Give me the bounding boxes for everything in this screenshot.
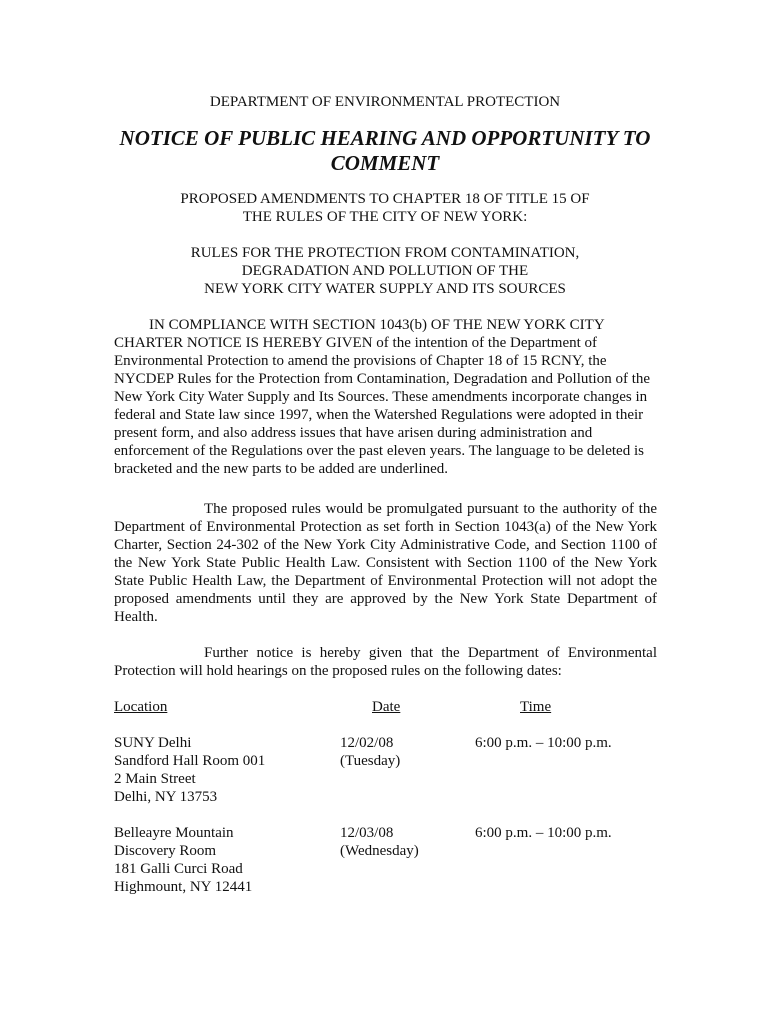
department-heading: DEPARTMENT OF ENVIRONMENTAL PROTECTION <box>209 94 561 110</box>
hearing-time: 6:00 p.m. – 10:00 p.m. <box>475 735 612 751</box>
notice-title-line1: NOTICE OF PUBLIC HEARING AND OPPORTUNITY TO <box>119 126 651 150</box>
time-column-header: Time <box>520 699 552 715</box>
amendments-subheading <box>110 190 660 226</box>
date-value: 12/02/08 <box>340 735 394 751</box>
hearing-time: 6:00 p.m. – 10:00 p.m. <box>475 825 612 841</box>
date-column-header: Date <box>372 699 401 715</box>
rules-line2: DEGRADATION AND POLLUTION OF THE <box>241 263 529 279</box>
location-line: Highmount, NY 12441 <box>114 879 253 895</box>
weekday-value: (Wednesday) <box>340 843 419 859</box>
location-line: Sandford Hall Room 001 <box>114 753 266 769</box>
weekday-value: (Tuesday) <box>340 753 401 769</box>
notice-title-line2: COMMENT <box>330 151 440 175</box>
further-notice-paragraph: Further notice is hereby given that the Department of Environmental Protection will hold hearings on the proposed rules on the following dates: <box>114 645 657 679</box>
location-line: Belleayre Mountain <box>114 825 234 841</box>
hearing-location <box>114 824 252 896</box>
hearing-row <box>114 734 657 824</box>
location-line: Delhi, NY 13753 <box>114 789 218 805</box>
date-value: 12/03/08 <box>340 825 394 841</box>
hearing-row <box>114 824 657 914</box>
hearing-date <box>340 824 419 860</box>
location-column-header: Location <box>114 699 168 715</box>
compliance-paragraph: IN COMPLIANCE WITH SECTION 1043(b) OF THE NEW YORK CITY CHARTER NOTICE IS HEREBY GIVEN of the intention of the Department of Environmental Protection to amend the provisions of Chapter 18 of 15 RCNY, the NYCDEP Rules for the Protection from Contamination, Degradation and Pollution of the New York City Water Supply and Its Sources. These amendments incorporate changes in federal and State law since 1997, when the Watershed Regulations were adopted in their present form, and also address issues that have arisen during administration and enforcement of the Regulations over the past eleven years. The language to be deleted is bracketed and the new parts to be added are underlined. <box>114 317 651 477</box>
hearing-date <box>340 734 400 770</box>
hearing-location <box>114 734 265 806</box>
hearing-schedule <box>114 698 657 914</box>
amendments-line2: THE RULES OF THE CITY OF NEW YORK: <box>242 209 528 225</box>
location-line: Discovery Room <box>114 843 217 859</box>
hearing-schedule-header <box>114 698 657 716</box>
amendments-line1: PROPOSED AMENDMENTS TO CHAPTER 18 OF TITLE 15 OF <box>180 191 590 207</box>
location-line: 2 Main Street <box>114 771 196 787</box>
rules-line1: RULES FOR THE PROTECTION FROM CONTAMINATION, <box>190 245 580 261</box>
notice-title <box>100 126 670 176</box>
authority-paragraph: The proposed rules would be promulgated pursuant to the authority of the Department of Environmental Protection as set forth in Section 1043(a) of the New York Charter, Section 24-302 of the New York City Administrative Code, and Section 1100 of the New York State Public Health Law. Consistent with Section 1100 of the New York State Public Health Law, the Department of Environmental Protection will not adopt the proposed amendments until they are approved by the New York State Department of Health. <box>114 501 657 625</box>
rules-line3: NEW YORK CITY WATER SUPPLY AND ITS SOURCES <box>204 281 566 297</box>
location-line: 181 Galli Curci Road <box>114 861 243 877</box>
location-line: SUNY Delhi <box>114 735 192 751</box>
rules-subheading <box>110 244 660 298</box>
